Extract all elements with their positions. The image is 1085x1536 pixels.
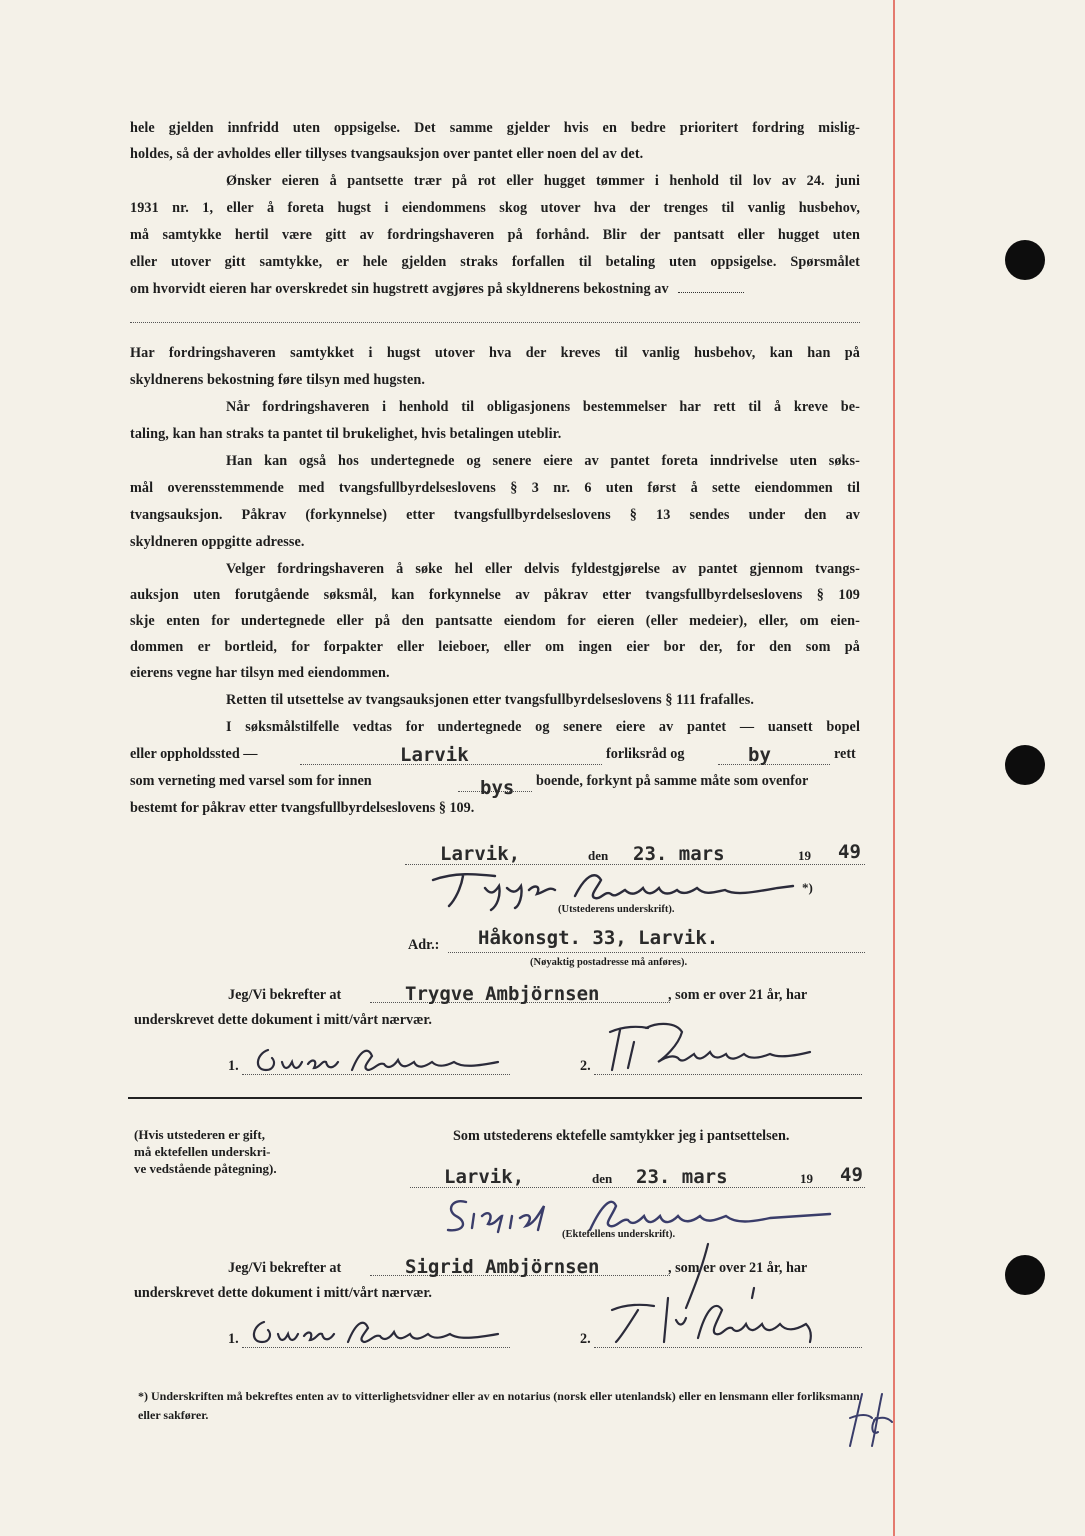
spouse-witness-2-signature — [598, 1238, 824, 1348]
issuer-year-suffix: 49 — [838, 841, 861, 863]
spouse-year-suffix: 49 — [840, 1164, 863, 1186]
venue-bys-value: bys — [480, 777, 515, 799]
body-line: holdes, så der avholdes eller tillyses tvangsauksjon over pantet eller noen del av det. — [130, 146, 644, 162]
venue-label: rett — [834, 746, 856, 762]
issuer-signature-caption: (Utstederens underskrift). — [558, 904, 675, 915]
body-line: tvangsauksjon. Påkrav (forkynnelse) etter tvangsfullbyrdelseslovens § 13 sendes under den av — [130, 507, 860, 523]
body-line: taling, kan han straks ta pantet til brukelighet, hvis betalingen uteblir. — [130, 426, 562, 442]
body-line: hele gjelden innfridd uten oppsigelse. Det samme gjelder hvis en bedre prioritert fordring mislig- — [130, 120, 860, 136]
body-line: Velger fordringshaveren å søke hel eller delvis fyldestgjørelse av pantet gjennom tvangs- — [226, 561, 860, 577]
issuer-date: 23. mars — [633, 843, 725, 865]
body-line: I søksmålstilfelle vedtas for undertegnede og senere eiere av pantet — uansett bopel — [226, 719, 860, 735]
address-field — [448, 952, 865, 953]
body-line: Har fordringshaveren samtykket i hugst utover hva der kreves til vanlig husbehov, kan han på — [130, 345, 860, 361]
venue-label: boende, forkynt på samme måte som ovenfor — [536, 773, 809, 789]
spouse-den-label: den — [592, 1171, 613, 1186]
address-label: Adr.: — [408, 937, 440, 953]
blank-field — [678, 291, 744, 293]
venue-type-value: by — [748, 744, 771, 766]
venue-label: forliksråd og — [606, 746, 685, 762]
spouse-signature-caption: (Ektefellens underskrift). — [562, 1229, 676, 1240]
signature-footnote-mark: *) — [802, 880, 813, 895]
issuer-witness-1-signature — [248, 1040, 508, 1076]
issuer-witness-2-signature — [598, 1018, 818, 1076]
venue-label: bestemt for påkrav etter tvangsfullbyrdelseslovens § 109. — [130, 800, 475, 816]
spouse-confirm-line2: underskrevet dette dokument i mitt/vårt nærvær. — [134, 1285, 432, 1301]
body-line: auksjon uten forutgående søksmål, kan forkynnelse av påkrav etter tvangsfullbyrdelseslovens § 109 — [130, 587, 860, 603]
spouse-confirm-suffix: , som er over 21 år, har — [668, 1260, 808, 1276]
issuer-confirm-line2: underskrevet dette dokument i mitt/vårt nærvær. — [134, 1012, 432, 1028]
spouse-confirm-prefix: Jeg/Vi bekrefter at — [228, 1260, 342, 1276]
body-line-text: om hvorvidt eieren har overskredet sin hugstrett avgjøres på skyldnerens bekostning av — [130, 281, 669, 297]
spouse-date: 23. mars — [636, 1166, 728, 1188]
body-line: eierens vegne har tilsyn med eiendommen. — [130, 665, 390, 681]
body-line: må samtykke hertil være gitt av fordringshaveren på forhånd. Blir der pantsatt eller hugget uten — [130, 227, 860, 243]
issuer-witness-1-num: 1. — [228, 1058, 239, 1074]
spouse-confirm-name: Sigrid Ambjörnsen — [405, 1256, 600, 1278]
body-line: 1931 nr. 1, eller å foreta hugst i eiendommens skog utover hva der trenges til vanlig husbehov, — [130, 200, 860, 216]
red-margin-line — [893, 0, 895, 1536]
spouse-witness-1-signature — [244, 1314, 506, 1350]
punch-hole-middle — [1005, 745, 1045, 785]
body-line: Han kan også hos undertegnede og senere eiere av pantet foreta inndrivelse uten søks- — [226, 453, 860, 469]
body-line: dommen er bortleid, for forpakter eller leieboer, eller om ingen eier bor der, for den som på — [130, 639, 860, 655]
footnote: *) Underskriften må bekreftes enten av to vitterlighetsvidner eller av en notarius (norsk eller utenlandsk) eller en lensmann eller forliksmann eller sakfører. — [138, 1389, 860, 1422]
venue-label: eller oppholdssted — — [130, 746, 258, 762]
issuer-year-prefix: 19 — [798, 848, 811, 863]
spouse-note — [134, 1126, 277, 1177]
issuer-confirm-prefix: Jeg/Vi bekrefter at — [228, 987, 342, 1003]
venue-label: som verneting med varsel som for innen — [130, 773, 372, 789]
spouse-year-prefix: 19 — [800, 1171, 813, 1186]
spouse-witness-2-num: 2. — [580, 1331, 591, 1347]
blank-rule — [130, 322, 860, 323]
issuer-place: Larvik, — [440, 843, 521, 865]
spouse-note-line: (Hvis utstederen er gift, — [134, 1127, 265, 1142]
body-line: eller utover gitt samtykke, er hele gjelden straks forfallen til betaling uten oppsigelse. Spørsmålet — [130, 254, 860, 270]
issuer-confirm-name: Trygve Ambjörnsen — [405, 983, 600, 1005]
spouse-place: Larvik, — [444, 1166, 525, 1188]
address-caption: (Nøyaktig postadresse må anføres). — [530, 957, 688, 968]
spouse-consent: Som utstederens ektefelle samtykker jeg i pantsettelsen. — [453, 1128, 790, 1144]
venue-type-field — [718, 764, 830, 765]
punch-hole-top — [1005, 240, 1045, 280]
spouse-note-line: ve vedstående påtegning). — [134, 1161, 277, 1176]
issuer-witness-2-num: 2. — [580, 1058, 591, 1074]
spouse-witness-1-num: 1. — [228, 1331, 239, 1347]
punch-hole-bottom — [1005, 1255, 1045, 1295]
body-line: Retten til utsettelse av tvangsauksjonen etter tvangsfullbyrdelseslovens § 111 frafalles. — [226, 692, 755, 708]
body-line: skje enten for undertegnede eller på den pantsatte eiendom for eieren (eller medeier), eller, om eien- — [130, 613, 860, 629]
issuer-confirm-suffix: , som er over 21 år, har — [668, 987, 808, 1003]
body-line: Ønsker eieren å pantsette trær på rot eller hugget tømmer i henhold til lov av 24. juni — [226, 173, 860, 189]
body-line: Når fordringshaveren i henhold til obligasjonens bestemmelser har rett til å kreve be- — [226, 399, 860, 415]
venue-place-value: Larvik — [400, 744, 469, 766]
body-line: skyldneren oppgitte adresse. — [130, 534, 305, 550]
body-line: skyldnerens bekostning føre tilsyn med hugsten. — [130, 372, 426, 388]
address-value: Håkonsgt. 33, Larvik. — [478, 927, 719, 949]
margin-initials — [846, 1388, 896, 1450]
issuer-den-label: den — [588, 848, 609, 863]
section-divider — [128, 1097, 862, 1099]
spouse-note-line: må ektefellen underskri- — [134, 1144, 271, 1159]
body-line: mål overensstemmende med tvangsfullbyrdelseslovens § 3 nr. 6 uten først å sette eiendommen til — [130, 480, 860, 496]
body-line-with-blank — [130, 281, 860, 298]
